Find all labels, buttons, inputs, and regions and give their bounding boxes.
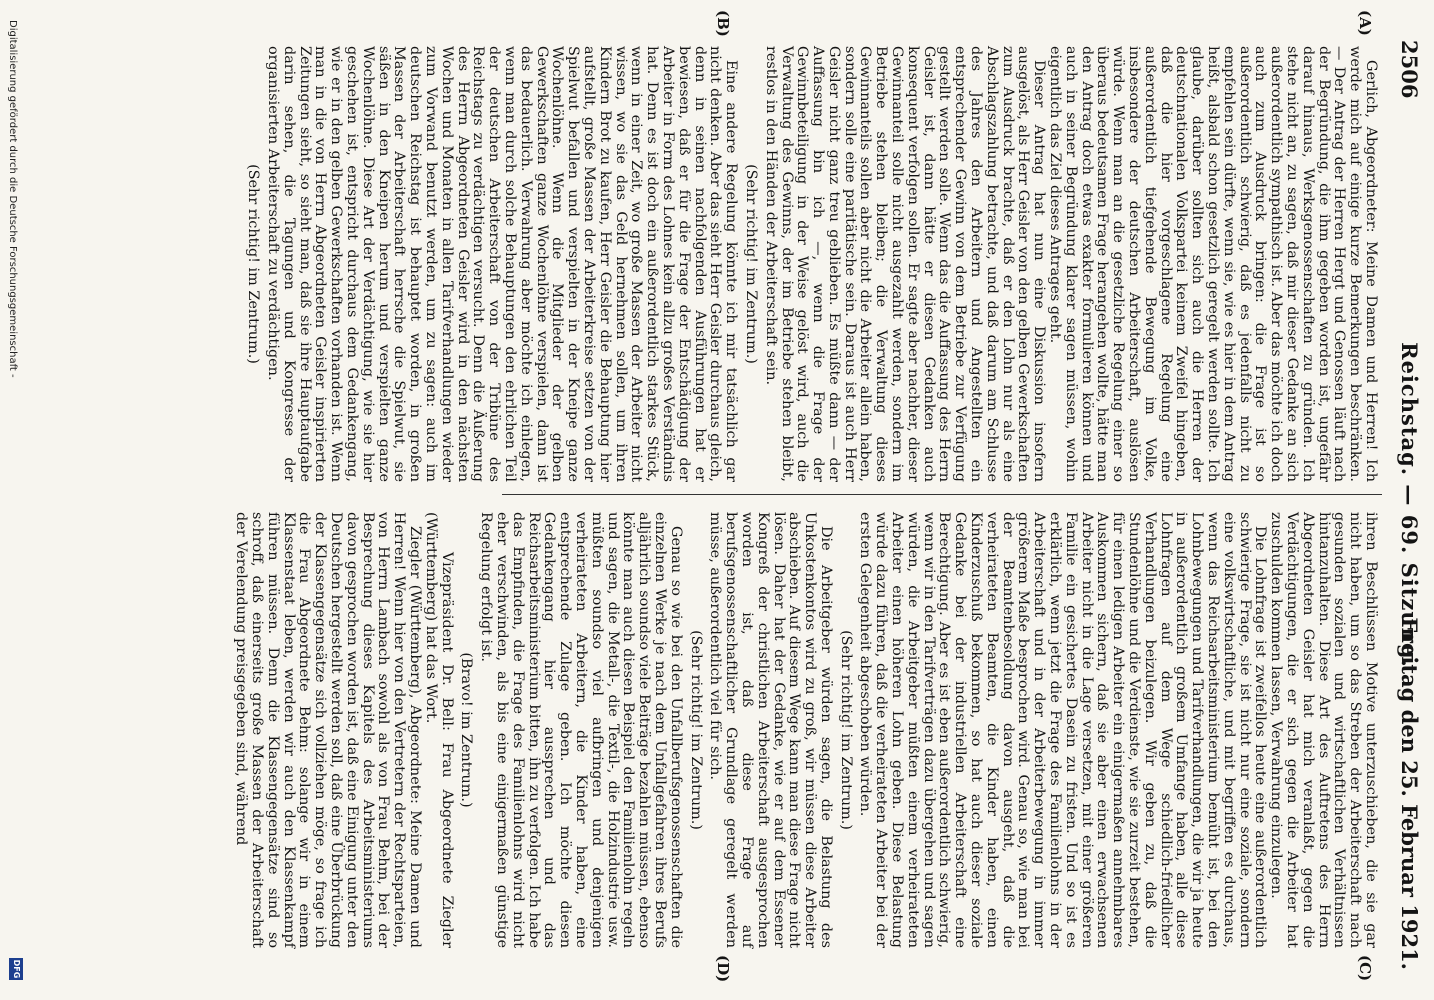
page-number: 2506 — [1397, 40, 1422, 99]
paragraph: Genau so wie bei den Unfallberufsgenossenschaften die einzelnen Werke je nach dem Unfallgefahren ihres Berufs alljährlich soundso viele Beiträge bezahlen müssen, ebenso könnte man auch diesen Beispiel den Familienlohn regeln und sagen, die Metall-, die Textil-, die Holzindustrie usw. müßten soundso viel aufbringen und denjenigen verheirateten Arbeitern, die Kinder haben, eine entsprechende Zulage geben. Ich möchte diesen Gedankengang hier aussprechen und das Reichsarbeitsministerium bitten, ihn zu verfolgen. Ich habe das Empfinden, die Frage des Familienlohns wird nicht eher verschwinden, als bis eine einigermaßen günstige Regelung erfolgt ist. — [478, 512, 684, 948]
paragraph: Die Lohnfrage ist zweifellos heute eine außerordentlich schwierige Frage, sie ist nicht nur eine soziale, sondern eine volkswirtschaftliche, und mit begriffen es durchaus, wenn das Reichsarbeitsministerium bemüht ist, bei den Lohnbewegungen und Tarifverhandlungen, die wir ja heute in außerordentlich großem Umfange haben, alle diese Lohnfragen auf dem Wege schiedlich-friedlicher Verhandlungen beizulegen. Wir geben zu, daß die Stundenlöhne und die Verdienste, wie sie zurzeit bestehen, für einen ledigen Arbeiter ein einigermaßen annehmbares Auskommen sichern, daß sie aber einen erwachsenen Arbeiter nicht in die Lage versetzen, mit einer größeren Familie ein gesichertes Dasein zu fristen. Und so ist es erklärlich, wenn jetzt die Frage des Familienlohns in der Arbeiterschaft und in der Arbeiterbewegung in immer größerem Maße besprochen wird. Genau so, wie man bei der Beamtenbesoldung davon ausgeht, daß die verheirateten Beamten, die Kinder haben, einen Kinderzuschuß bekommen, so hat auch dieser soziale Gedanke bei der industriellen Arbeiterschaft eine Berechtigung. Aber es ist eben außerordentlich schwierig, wenn wir in den Tarifverträgen dazu übergehen und sagen würden, die Arbeitgeber müßten einem verheirateten Arbeiter einen höheren Lohn geben. Diese Belastung würde dazu führen, daß die verheirateten Arbeiter bei der ersten Gelegenheit abgeschoben würden. — [857, 512, 1269, 948]
column-divider — [502, 494, 1382, 495]
paragraph: Eine andere Regelung könnte ich mir tatsächlich gar nicht denken. Aber das sieht Herr Geisler durchaus gleich, denn in seinen nachfolgenden Ausführungen hat er bewiesen, daß er für die Frage der Entschädigung der Arbeiter in Form des Lohnes kein allzu großes Verständnis hat. Denn es ist doch ein außerordentlich starkes Stück, wenn in einer Zeit, wo große Massen der Arbeiter nicht wissen, wo sie das Geld hernehmen sollen, um ihren Kindern Brot zu kaufen, Herr Geisler die Behauptung hier aufstellt, große Massen der Arbeiterkreise setzen von der Spielwut befallen und verspielten in der Kneipe ganze Wochenlöhne. Wenn die Mitglieder der gelben Gewerkschaften ganze Wochenlöhne verspielen, dann ist das bedauerlich. Verwahrung aber möchte ich einlegen, wenn man durch solche Behauptungen den ehrlichen Teil der deutschen Arbeiterschaft von der Tribüne des Reichstags zu verdächtigen versucht. Denn die Äußerung des Herrn Abgeordneten Geisler wird in den nächsten Wochen und Monaten in allen Tarifverhandlungen wieder zum Vorwand benutzt werden, um zu sagen: auch im deutschen Reichstag ist behauptet worden, in großen Massen der Arbeiterschaft herrsche die Spielwut, sie säßen in den Kneipen herum und verspielten ganze Wochenlöhne. Diese Art der Verdächtigung, wie sie hier geschehen ist, entspricht durchaus dem Gedankengang, wie er in den gelben Gewerkschaften vorhanden ist. Wenn man in die von Herrn Abgeordneten Geisler inspirierten Zeitungen sieht, so sieht man, daß sie ihre Hauptaufgabe darin sehen, die Tagungen und Kongresse der organisierten Arbeiterschaft zu verdächtigen. — [265, 46, 740, 482]
paragraph: Vizepräsident Dr. Bell: Frau Abgeordnete Ziegler (Württemberg) hat das Wort. — [422, 512, 455, 948]
interjection: (Bravo! im Zentrum.) — [458, 652, 475, 808]
margin-label-d: (D) — [714, 955, 732, 983]
margin-label-a: (A) — [1356, 10, 1374, 36]
paragraph: Die Arbeitgeber würden sagen, die Belastung des Unkostenkontos wird zu groß, wir müssen diese Arbeiter abschieben. Auf diesem Wege kann man diese Frage nicht lösen. Daher hat der Gedanke, wie er auf dem Essener Kongreß der christlichen Arbeiterschaft ausgesprochen worden ist, daß diese Frage auf berufsgenossenschaftlicher Grundlage geregelt werden müsse, außerordentlich viel für sich. — [707, 512, 834, 948]
paragraph: Ziegler (Württemberg), Abgeordnete: Meine Damen und Herren! Wenn hier von den Vertretern der Rechtsparteien, von Herrn Lambach sowohl als von Frau Behm, bei der Besprechung dieses Kapitels des Arbeitsministeriums davon gesprochen worden ist, daß eine Einigung unter den Deutschen hergestellt werden soll, daß eine Überbrückung der Klassengegensätze sich vollziehen möge, so frage ich die Frau Abgeordnete Behm: solange wir in einem Klassenstaat leben, werden wir auch den Klassenkampf führen müssen. Denn die Klassengegensätze sind so schroff, daß einerseits große Massen der Arbeiterschaft der Verelendung preisgegeben sind, während — [233, 512, 423, 948]
interjection: (Sehr richtig! im Zentrum.) — [742, 164, 759, 364]
paragraph: ihren Beschlüssen Motive unterzuschieben, die sie gar nicht haben, um so das Streben der Arbeiterschaft nach gesunden sozialen und wirtschaftlichen Verhältnissen hintanzuhalten. Diese Art des Auftretens des Herrn Abgeordneten Geisler hat mich veranlaßt, gegen die Verdächtigungen, die er sich gegen die Arbeiter hat zuschulden kommen lassen, Verwahrung einzulegen. — [1268, 512, 1379, 948]
dfg-logo: DFG — [9, 958, 23, 980]
paragraph: Dieser Antrag hat nun eine Diskussion insofern ausgelöst, als Herr Geisler von den gelben Gewerkschaften zum Ausdruck brachte, daß er den Lohn nur als eine Abschlagszahlung betrachte, und daß darum am Schlusse des Jahres den Arbeitern und Angestellten ein entsprechender Gewinn von dem Betriebe zur Verfügung gestellt werden solle. Wenn das die Auffassung des Herrn Geisler ist, dann hätte er diesen Gedanken auch konsequent verfolgen sollen. Er sagte aber nachher, dieser Gewinnanteil solle nicht ausgezahlt werden, sondern im Betriebe stehen bleiben; die Verwaltung dieses Gewinnanteils sollen aber nicht die Arbeiter allein haben, sondern solle eine paritätische sein. Daraus ist auch Herr Geisler nicht ganz treu geblieben. Es müßte dann — der Auffassung bin ich —, wenn die Frage der Gewinnbeteiligung in der Weise gelöst wird, auch die Verwaltung des Gewinns, der im Betriebe stehen bleibt, restlos in den Händen der Arbeiterschaft sein. — [762, 46, 1048, 482]
digitization-note: Digitalisierung gefördert durch die Deutsche Forschungsgemeinschaft - — [7, 20, 18, 378]
paragraph: Gerlich, Abgeordneter: Meine Damen und Herren! Ich werde mich auf einige kurze Bemerkungen beschränken. — Der Antrag der Herren Hergt und Genossen läuft nach der Begründung, die ihm gegeben worden ist, ungefähr darauf hinaus, Werksgenossenschaften zu gründen. Ich stehe nicht an, zu sagen, daß mir dieser Gedanke an sich außerordentlich sympathisch ist. Aber das möchte ich doch auch zum Ausdruck bringen: die Frage ist so außerordentlich schwierig, daß es jedenfalls nicht zu empfehlen sein dürfte, wenn sie, wie es hier in dem Antrag heißt, alsbald schon gesetzlich geregelt werden sollte. Ich glaube, darüber sollten sich auch die Herren der deutschnationalen Volkspartei keinem Zweifel hingeben, daß die hier vorgeschlagene Regelung eine außerordentlich tiefgehende Bewegung im Volke, insbesondere der deutschen Arbeiterschaft, auslösen würde. Wenn man an die gesetzliche Regelung einer so überaus bedeutsamen Frage herangehen wollte, hätte man den Antrag doch etwas exakter formulieren können und auch in seiner Begründung klarer sagen müssen, wohin eigentlich das Ziel dieses Antrages geht. — [1047, 46, 1379, 482]
right-column — [232, 512, 1378, 948]
margin-label-c: (C) — [1356, 955, 1374, 982]
interjection: (Sehr richtig! im Zentrum.) — [245, 164, 262, 364]
page-title: Reichstag. — 69. Sitzung. — [1397, 342, 1422, 668]
page-header — [1392, 40, 1426, 970]
interjection: (Sehr richtig! im Zentrum.) — [687, 630, 704, 830]
margin-label-b: (B) — [714, 10, 732, 37]
interjection: (Sehr richtig! im Zentrum.) — [837, 630, 854, 830]
left-column — [240, 46, 1378, 482]
page-date: Freitag den 25. Februar 1921. — [1397, 617, 1422, 970]
